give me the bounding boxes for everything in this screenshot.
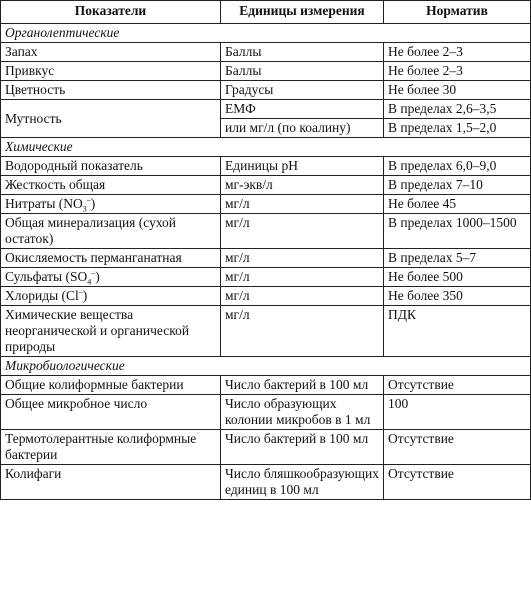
unit-cell: Число образующих колонии микробов в 1 мл	[221, 395, 384, 430]
norm-cell: Отсутствие	[384, 376, 531, 395]
unit-cell: Число бляшкообразующих единиц в 100 мл	[221, 465, 384, 500]
unit-cell: Число бактерий в 100 мл	[221, 430, 384, 465]
table-row	[1, 176, 531, 195]
formula-close: )	[95, 269, 100, 284]
header-norm: Норматив	[384, 1, 531, 24]
norm-cell: Не более 500	[384, 268, 531, 287]
indicator-cell: Общая минерализация (сухой остаток)	[1, 214, 221, 249]
table-row	[1, 157, 531, 176]
unit-cell: мг/л	[221, 249, 384, 268]
unit-cell: мг/л	[221, 306, 384, 357]
indicator-cell: Термотолерантные колиформные бактерии	[1, 430, 221, 465]
table-row	[1, 268, 531, 287]
indicator-cell: Колифаги	[1, 465, 221, 500]
unit-cell: мг/л	[221, 287, 384, 306]
unit-cell: Баллы	[221, 62, 384, 81]
header-row	[1, 1, 531, 24]
section-micro: Микробиологические	[1, 357, 531, 376]
table-row	[1, 249, 531, 268]
indicator-cell: Привкус	[1, 62, 221, 81]
norm-cell: 100	[384, 395, 531, 430]
table-row	[1, 395, 531, 430]
norm-cell: Не более 350	[384, 287, 531, 306]
norm-cell: В пределах 5–7	[384, 249, 531, 268]
table-row	[1, 214, 531, 249]
table-row	[1, 100, 531, 119]
formula-superscript: –	[78, 287, 83, 297]
unit-cell: или мг/л (по коалину)	[221, 119, 384, 138]
unit-cell: мг/л	[221, 268, 384, 287]
indicator-cell: Химические вещества неорганической и органической природы	[1, 306, 221, 357]
indicator-cell	[1, 287, 221, 306]
formula-close: )	[82, 288, 88, 303]
table-row	[1, 430, 531, 465]
norm-cell: Не более 2–3	[384, 62, 531, 81]
unit-cell: Баллы	[221, 43, 384, 62]
unit-cell: мг/л	[221, 195, 384, 214]
section-organoleptic: Органолептические	[1, 24, 531, 43]
table-row	[1, 287, 531, 306]
section-row	[1, 24, 531, 43]
norm-cell: В пределах 7–10	[384, 176, 531, 195]
norm-cell: В пределах 6,0–9,0	[384, 157, 531, 176]
unit-cell: мг/л	[221, 214, 384, 249]
nitrates-label: Нитраты (NO	[5, 196, 83, 211]
unit-cell: Число бактерий в 100 мл	[221, 376, 384, 395]
indicator-cell: Общее микробное число	[1, 395, 221, 430]
norm-cell: ПДК	[384, 306, 531, 357]
indicator-cell: Цветность	[1, 81, 221, 100]
norm-cell: В пределах 1,5–2,0	[384, 119, 531, 138]
indicator-cell: Мутность	[1, 100, 221, 138]
table-row	[1, 81, 531, 100]
formula-close: )	[90, 196, 96, 211]
norm-cell: Не более 30	[384, 81, 531, 100]
norm-cell: Не более 45	[384, 195, 531, 214]
section-chemical: Химические	[1, 138, 531, 157]
indicator-cell: Жесткость общая	[1, 176, 221, 195]
table-row	[1, 195, 531, 214]
indicator-cell: Запах	[1, 43, 221, 62]
norm-cell: В пределах 1000–1500	[384, 214, 531, 249]
table-row	[1, 62, 531, 81]
formula-superscript: –	[91, 268, 96, 278]
table-row	[1, 306, 531, 357]
norm-cell: В пределах 2,6–3,5	[384, 100, 531, 119]
unit-cell: мг-экв/л	[221, 176, 384, 195]
indicator-cell: Окисляемость перманганатная	[1, 249, 221, 268]
chlorides-label: Хлориды (Cl	[5, 288, 79, 303]
unit-cell: Единицы рН	[221, 157, 384, 176]
indicator-cell: Водородный показатель	[1, 157, 221, 176]
norm-cell: Отсутствие	[384, 465, 531, 500]
unit-cell: Градусы	[221, 81, 384, 100]
section-row	[1, 138, 531, 157]
unit-cell: ЕМФ	[221, 100, 384, 119]
indicator-cell	[1, 195, 221, 214]
table-row	[1, 465, 531, 500]
norm-cell: Не более 2–3	[384, 43, 531, 62]
section-row	[1, 357, 531, 376]
formula-subscript: 3	[82, 204, 87, 214]
table-row	[1, 43, 531, 62]
header-indicators: Показатели	[1, 1, 221, 24]
indicator-cell	[1, 268, 221, 287]
table-row	[1, 376, 531, 395]
sulfates-label: Сульфаты (SO	[5, 269, 88, 284]
formula-subscript: 4	[87, 277, 92, 287]
formula-superscript: –	[86, 195, 91, 205]
norm-cell: Отсутствие	[384, 430, 531, 465]
header-units: Единицы измерения	[221, 1, 384, 24]
indicator-cell: Общие колиформные бактерии	[1, 376, 221, 395]
